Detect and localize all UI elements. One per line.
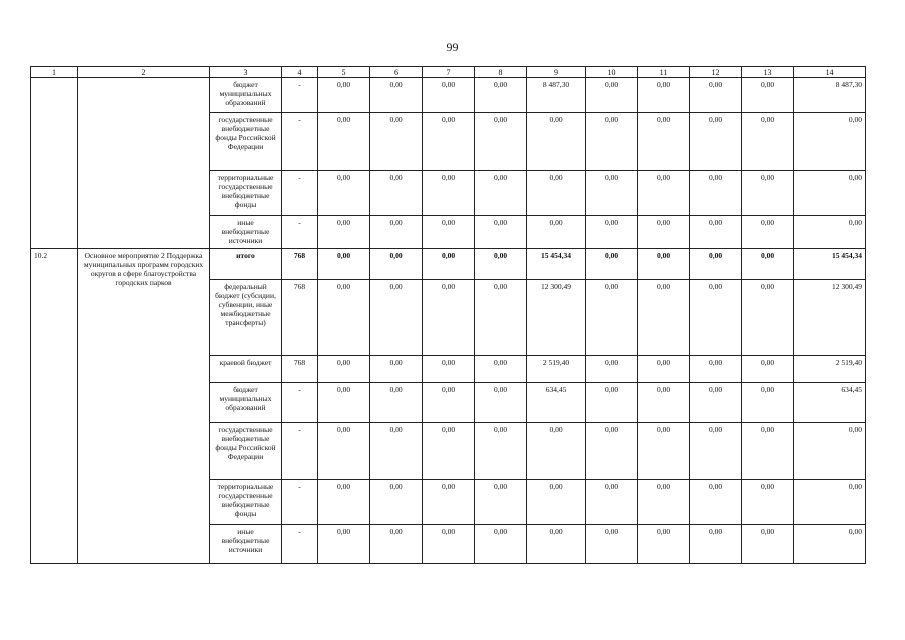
code-cell: - xyxy=(282,171,318,216)
value-cell: 0,00 xyxy=(742,171,794,216)
value-cell: 0,00 xyxy=(690,249,742,280)
value-cell: 0,00 xyxy=(475,113,527,171)
value-cell: 0,00 xyxy=(370,280,423,356)
column-header: 4 xyxy=(282,67,318,78)
value-cell: 634,45 xyxy=(527,383,586,423)
value-cell: 2 519,40 xyxy=(794,356,866,383)
value-cell: 0,00 xyxy=(527,480,586,525)
value-cell: 0,00 xyxy=(370,249,423,280)
column-header: 10 xyxy=(586,67,638,78)
value-cell: 0,00 xyxy=(742,113,794,171)
value-cell: 0,00 xyxy=(423,216,475,249)
value-cell: 634,45 xyxy=(794,383,866,423)
value-cell: 12 300,49 xyxy=(794,280,866,356)
value-cell: 0,00 xyxy=(370,216,423,249)
value-cell: 0,00 xyxy=(475,216,527,249)
value-cell: 0,00 xyxy=(527,216,586,249)
funding-source: бюджет муниципальных образований xyxy=(210,78,282,113)
code-cell: - xyxy=(282,480,318,525)
value-cell: 0,00 xyxy=(586,525,638,564)
value-cell: 0,00 xyxy=(586,356,638,383)
page-number: 99 xyxy=(446,40,459,54)
funding-source: федеральный бюджет (субсидии, субвенции, иные межбюджетные трансферты) xyxy=(210,280,282,356)
value-cell: 0,00 xyxy=(318,480,370,525)
code-cell: 768 xyxy=(282,280,318,356)
value-cell: 0,00 xyxy=(475,249,527,280)
value-cell: 0,00 xyxy=(423,383,475,423)
value-cell: 0,00 xyxy=(475,480,527,525)
value-cell: 0,00 xyxy=(318,525,370,564)
value-cell: 0,00 xyxy=(475,423,527,480)
column-header: 1 xyxy=(31,67,78,78)
value-cell: 0,00 xyxy=(318,78,370,113)
value-cell: 0,00 xyxy=(475,383,527,423)
value-cell: 0,00 xyxy=(423,171,475,216)
value-cell: 0,00 xyxy=(475,525,527,564)
funding-source: государственные внебюджетные фонды Российской Федерации xyxy=(210,423,282,480)
funding-source: итого xyxy=(210,249,282,280)
value-cell: 0,00 xyxy=(690,525,742,564)
column-header: 8 xyxy=(475,67,527,78)
code-cell: - xyxy=(282,423,318,480)
table-row xyxy=(31,249,866,280)
value-cell: 0,00 xyxy=(586,249,638,280)
value-cell: 15 454,34 xyxy=(794,249,866,280)
value-cell: 0,00 xyxy=(690,280,742,356)
value-cell: 0,00 xyxy=(638,113,690,171)
value-cell: 0,00 xyxy=(423,356,475,383)
value-cell: 0,00 xyxy=(794,525,866,564)
value-cell: 0,00 xyxy=(690,423,742,480)
value-cell: 0,00 xyxy=(690,383,742,423)
value-cell: 0,00 xyxy=(742,525,794,564)
column-header: 9 xyxy=(527,67,586,78)
value-cell: 0,00 xyxy=(423,113,475,171)
value-cell: 0,00 xyxy=(586,383,638,423)
value-cell: 0,00 xyxy=(370,113,423,171)
row-description: Основное мероприятие 2 Поддержка муниципальных программ городских округов в сфере благоустройства городских парков xyxy=(78,249,210,564)
value-cell: 0,00 xyxy=(370,480,423,525)
value-cell: 0,00 xyxy=(690,78,742,113)
value-cell: 0,00 xyxy=(475,78,527,113)
value-cell: 2 519,40 xyxy=(527,356,586,383)
value-cell: 0,00 xyxy=(742,423,794,480)
value-cell: 0,00 xyxy=(318,280,370,356)
value-cell: 0,00 xyxy=(475,280,527,356)
value-cell: 0,00 xyxy=(690,216,742,249)
value-cell: 0,00 xyxy=(423,78,475,113)
value-cell: 0,00 xyxy=(527,113,586,171)
column-header: 7 xyxy=(423,67,475,78)
value-cell: 0,00 xyxy=(423,249,475,280)
value-cell: 0,00 xyxy=(690,113,742,171)
column-header: 6 xyxy=(370,67,423,78)
value-cell: 0,00 xyxy=(318,356,370,383)
value-cell: 0,00 xyxy=(423,423,475,480)
value-cell: 0,00 xyxy=(527,423,586,480)
value-cell: 0,00 xyxy=(638,216,690,249)
value-cell: 0,00 xyxy=(586,113,638,171)
funding-source: иные внебюджетные источники xyxy=(210,525,282,564)
value-cell: 0,00 xyxy=(638,356,690,383)
value-cell: 0,00 xyxy=(586,216,638,249)
value-cell: 0,00 xyxy=(638,280,690,356)
value-cell: 0,00 xyxy=(318,249,370,280)
column-header: 11 xyxy=(638,67,690,78)
value-cell: 0,00 xyxy=(638,383,690,423)
value-cell: 0,00 xyxy=(318,423,370,480)
value-cell: 0,00 xyxy=(586,171,638,216)
value-cell: 0,00 xyxy=(527,525,586,564)
funding-table xyxy=(30,66,866,564)
code-cell: - xyxy=(282,78,318,113)
value-cell: 0,00 xyxy=(586,280,638,356)
value-cell: 0,00 xyxy=(370,383,423,423)
column-header: 14 xyxy=(794,67,866,78)
funding-source: государственные внебюджетные фонды Российской Федерации xyxy=(210,113,282,171)
code-cell: 768 xyxy=(282,249,318,280)
column-header: 2 xyxy=(78,67,210,78)
value-cell: 0,00 xyxy=(794,480,866,525)
column-header: 12 xyxy=(690,67,742,78)
value-cell: 0,00 xyxy=(794,423,866,480)
value-cell: 0,00 xyxy=(423,480,475,525)
code-cell: 768 xyxy=(282,356,318,383)
value-cell: 0,00 xyxy=(318,216,370,249)
value-cell: 0,00 xyxy=(742,480,794,525)
funding-source: краевой бюджет xyxy=(210,356,282,383)
value-cell: 0,00 xyxy=(370,171,423,216)
funding-source: территориальные государственные внебюджетные фонды xyxy=(210,171,282,216)
funding-source: бюджет муниципальных образований xyxy=(210,383,282,423)
row-id: 10.2 xyxy=(31,249,78,564)
value-cell: 0,00 xyxy=(742,383,794,423)
value-cell: 0,00 xyxy=(527,171,586,216)
value-cell: 0,00 xyxy=(742,249,794,280)
value-cell: 0,00 xyxy=(742,216,794,249)
row-id xyxy=(31,78,78,249)
value-cell: 0,00 xyxy=(586,423,638,480)
value-cell: 0,00 xyxy=(586,480,638,525)
value-cell: 0,00 xyxy=(638,78,690,113)
value-cell: 0,00 xyxy=(742,356,794,383)
table-row xyxy=(31,78,866,113)
funding-source: территориальные государственные внебюджетные фонды xyxy=(210,480,282,525)
code-cell: - xyxy=(282,525,318,564)
value-cell: 12 300,49 xyxy=(527,280,586,356)
value-cell: 0,00 xyxy=(475,356,527,383)
value-cell: 0,00 xyxy=(638,171,690,216)
code-cell: - xyxy=(282,216,318,249)
header-row xyxy=(31,67,866,78)
value-cell: 0,00 xyxy=(423,280,475,356)
value-cell: 8 487,30 xyxy=(794,78,866,113)
row-description xyxy=(78,78,210,249)
value-cell: 0,00 xyxy=(586,78,638,113)
value-cell: 15 454,34 xyxy=(527,249,586,280)
value-cell: 0,00 xyxy=(423,525,475,564)
value-cell: 0,00 xyxy=(370,525,423,564)
value-cell: 0,00 xyxy=(638,249,690,280)
value-cell: 0,00 xyxy=(794,113,866,171)
value-cell: 0,00 xyxy=(370,356,423,383)
code-cell: - xyxy=(282,383,318,423)
value-cell: 0,00 xyxy=(638,423,690,480)
value-cell: 0,00 xyxy=(475,171,527,216)
value-cell: 0,00 xyxy=(318,383,370,423)
value-cell: 0,00 xyxy=(690,171,742,216)
value-cell: 0,00 xyxy=(638,480,690,525)
code-cell: - xyxy=(282,113,318,171)
value-cell: 0,00 xyxy=(318,171,370,216)
value-cell: 0,00 xyxy=(318,113,370,171)
value-cell: 0,00 xyxy=(638,525,690,564)
funding-source: иные внебюджетные источники xyxy=(210,216,282,249)
column-header: 5 xyxy=(318,67,370,78)
value-cell: 0,00 xyxy=(742,280,794,356)
value-cell: 0,00 xyxy=(370,78,423,113)
value-cell: 0,00 xyxy=(794,171,866,216)
column-header: 13 xyxy=(742,67,794,78)
value-cell: 8 487,30 xyxy=(527,78,586,113)
value-cell: 0,00 xyxy=(690,480,742,525)
column-header: 3 xyxy=(210,67,282,78)
value-cell: 0,00 xyxy=(690,356,742,383)
value-cell: 0,00 xyxy=(370,423,423,480)
value-cell: 0,00 xyxy=(742,78,794,113)
value-cell: 0,00 xyxy=(794,216,866,249)
